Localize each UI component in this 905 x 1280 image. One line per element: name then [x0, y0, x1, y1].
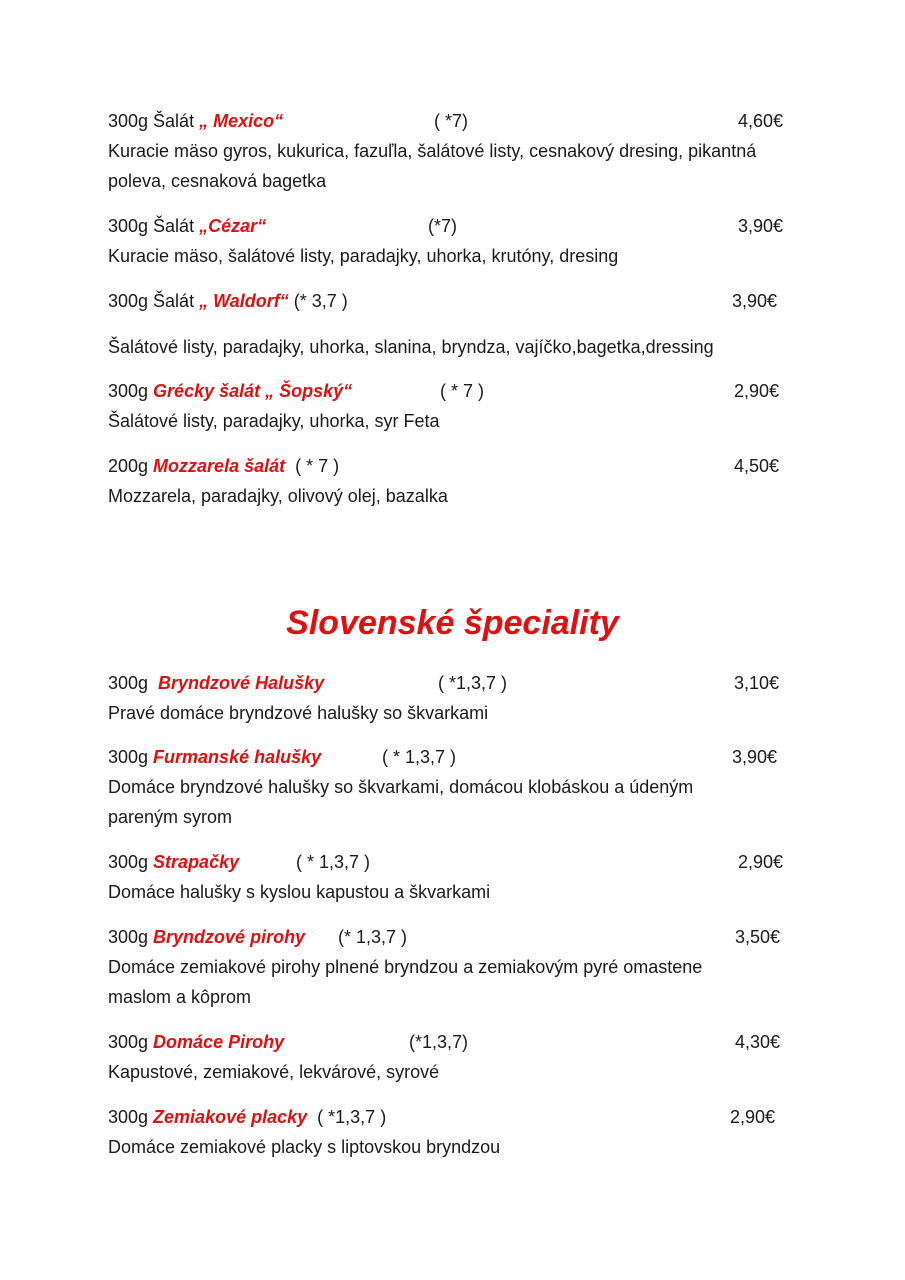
- item-name: Mozzarela šalát: [153, 456, 286, 476]
- item-name: Zemiakové placky: [153, 1107, 308, 1127]
- item-allergens: ( * 1,3,7 ): [382, 747, 457, 767]
- item-description: Kuracie mäso gyros, kukurica, fazuľla, šalátové listy, cesnakový dresing, pikantná poleva, cesnaková bagetka: [108, 141, 757, 191]
- item-price: 4,50€: [734, 456, 780, 476]
- item-allergens: ( *1,3,7 ): [317, 1107, 387, 1127]
- item-description: Kapustové, zemiakové, lekvárové, syrové: [108, 1062, 440, 1082]
- item-price: 3,90€: [732, 747, 778, 767]
- menu-item-waldorf: [108, 286, 808, 362]
- item-name: Furmanské halušky: [153, 747, 322, 767]
- item-price: 3,50€: [735, 927, 781, 947]
- item-weight: 300g: [108, 1032, 154, 1052]
- item-allergens: (* 1,3,7 ): [338, 927, 408, 947]
- item-description: Domáce zemiakové pirohy plnené bryndzou a zemiakovým pyré omastene maslom a kôprom: [108, 957, 703, 1007]
- menu-item-zemiakove-placky: [108, 1102, 808, 1162]
- item-price: 3,90€: [732, 291, 778, 311]
- item-price: 2,90€: [738, 852, 784, 872]
- item-name: Domáce Pirohy: [153, 1032, 285, 1052]
- menu-item-cezar: [108, 211, 808, 271]
- menu-item-domace-pirohy: [108, 1027, 808, 1087]
- item-weight: 300g: [108, 1107, 154, 1127]
- item-price: 4,60€: [738, 111, 784, 131]
- item-description: Mozzarela, paradajky, olivový olej, bazalka: [108, 486, 448, 506]
- item-weight: 300g: [108, 852, 154, 872]
- item-allergens: ( * 1,3,7 ): [296, 852, 371, 872]
- item-price: 3,10€: [734, 673, 780, 693]
- item-name: Bryndzové Halušky: [158, 673, 325, 693]
- item-price: 3,90€: [738, 216, 784, 236]
- item-description: Kuracie mäso, šalátové listy, paradajky, uhorka, krutóny, dresing: [108, 246, 619, 266]
- menu-item-bryndzove-pirohy: [108, 922, 808, 1012]
- item-price: 2,90€: [730, 1107, 776, 1127]
- item-name: „ Mexico“: [199, 111, 284, 131]
- item-description: Pravé domáce bryndzové halušky so škvarkami: [108, 703, 489, 723]
- item-description: Šalátové listy, paradajky, uhorka, syr Feta: [108, 411, 440, 431]
- item-name: Strapačky: [153, 852, 240, 872]
- item-description: Domáce zemiakové placky s liptovskou bryndzou: [108, 1137, 501, 1157]
- item-allergens: ( * 7 ): [440, 381, 485, 401]
- item-weight: 300g: [108, 673, 159, 693]
- item-weight: 300g Šalát: [108, 216, 200, 236]
- menu-item-mozzarela: [108, 451, 808, 511]
- item-name: Grécky šalát „ Šopský“: [153, 381, 353, 401]
- item-allergens: ( *7): [434, 111, 469, 131]
- item-weight: 200g: [108, 456, 154, 476]
- item-allergens: ( * 7 ): [295, 456, 340, 476]
- item-allergens: (* 3,7 ): [293, 291, 348, 311]
- item-name: „ Waldorf“: [199, 291, 289, 311]
- item-weight: 300g Šalát: [108, 291, 200, 311]
- item-description: Šalátové listy, paradajky, uhorka, slanina, bryndza, vajíčko,bagetka,dressing: [108, 337, 714, 357]
- menu-item-sopsky: [108, 376, 808, 436]
- item-description: Domáce bryndzové halušky so škvarkami, domácou klobáskou a údeným pareným syrom: [108, 777, 694, 827]
- item-price: 2,90€: [734, 381, 780, 401]
- menu-item-mexico: [108, 106, 808, 196]
- item-price: 4,30€: [735, 1032, 781, 1052]
- item-allergens: (*7): [428, 216, 458, 236]
- item-name: „Cézar“: [199, 216, 267, 236]
- item-weight: 300g: [108, 381, 154, 401]
- menu-item-strapacky: [108, 847, 808, 907]
- item-weight: 300g: [108, 927, 154, 947]
- item-allergens: ( *1,3,7 ): [438, 673, 508, 693]
- item-weight: 300g: [108, 747, 154, 767]
- section-title: Slovenské špeciality: [286, 604, 619, 642]
- item-allergens: (*1,3,7): [409, 1032, 469, 1052]
- item-name: Bryndzové pirohy: [153, 927, 306, 947]
- menu-item-bryndzove-halusky: [108, 668, 808, 728]
- item-weight: 300g Šalát: [108, 111, 200, 131]
- item-description: Domáce halušky s kyslou kapustou a škvarkami: [108, 882, 491, 902]
- menu-item-furmanske-halusky: [108, 742, 808, 832]
